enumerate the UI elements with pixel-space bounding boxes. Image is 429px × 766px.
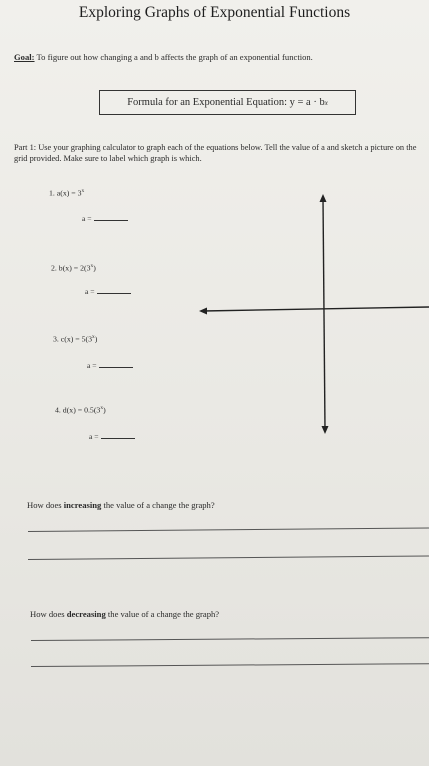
y-axis-down-arrow-icon [322, 426, 329, 434]
question-increasing: How does increasing the value of a change the graph? [27, 500, 215, 510]
formula-text: Formula for an Exponential Equation: y = a · b [127, 97, 325, 108]
y-axis [323, 198, 325, 430]
answer-blank-1[interactable]: a = [82, 214, 128, 223]
answer-blank-3[interactable]: a = [87, 361, 133, 370]
page-title: Exploring Graphs of Exponential Functions [78, 4, 351, 21]
goal-text: To figure out how changing a and b affects the graph of an exponential function. [36, 52, 313, 62]
equation-4: 4. $d(x) = 0.5(3^x)$ [55, 405, 106, 415]
equation-1: 1. $a(x) = 3^x$ [49, 188, 85, 198]
answer-blank-4[interactable]: a = [89, 432, 135, 441]
equation-2: 2. $b(x) = 2(3^x)$ [51, 263, 96, 273]
question-decreasing: How does decreasing the value of a change the graph? [30, 609, 220, 619]
formula-exponent: x [324, 98, 328, 107]
x-axis [203, 307, 429, 311]
equation-3: 3. $c(x) = 5(3^x)$ [53, 334, 98, 344]
part1-instructions: Part 1: Use your graphing calculator to graph each of the equations below. Tell the value of a and sketch a picture on the grid provided. Make sure to label which graph is which. [14, 143, 417, 163]
answer-blank-2[interactable]: a = [85, 287, 131, 296]
x-axis-left-arrow-icon [199, 308, 207, 315]
y-axis-up-arrow-icon [320, 194, 327, 202]
goal-label: Goal: [14, 52, 35, 62]
